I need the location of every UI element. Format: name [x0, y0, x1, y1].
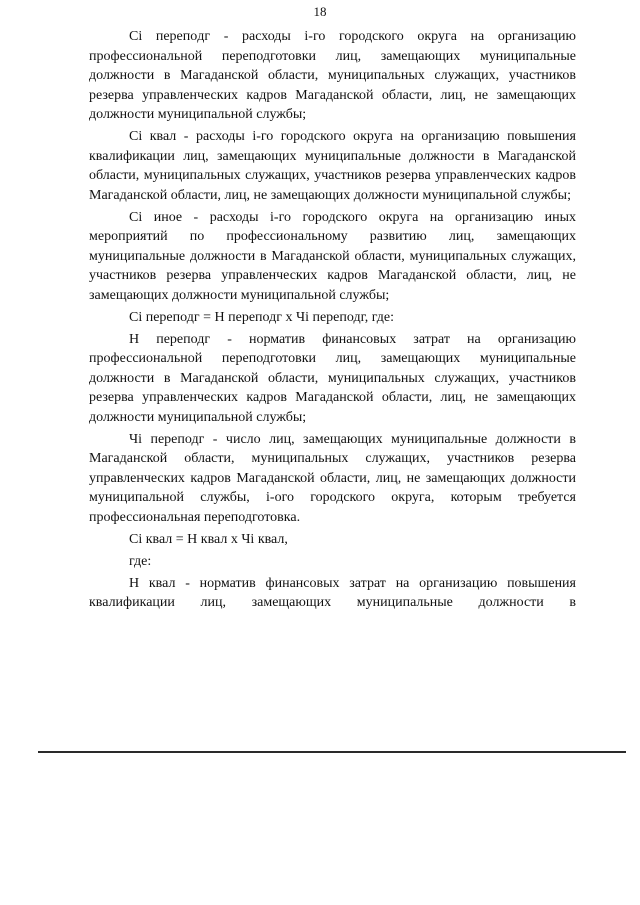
paragraph-ci-kval-definition: Ci квал - расходы i-го городского округа на организацию повышения квалификации лиц, замещающих муниципальные должности в Магаданской области, муниципальных служащих, участников резерва управленческих кадров Магаданской области, лиц, не замещающих должности муниципальной службы; — [89, 129, 576, 203]
paragraph-n-kval-definition: Н квал - норматив финансовых затрат на организацию повышения квалификации лиц, замещающих муниципальные должности в — [89, 575, 576, 610]
formula-ci-perepodg: Ci переподг = Н переподг х Чi переподг, где: — [129, 309, 395, 325]
where-label: где: — [129, 553, 152, 569]
page-number: 18 — [313, 4, 327, 19]
paragraph-ci-inoe-definition: Ci иное - расходы i-го городского округа на организацию иных мероприятий по профессиональному развитию лиц, замещающих муниципальные должности в Магаданской области, муниципальных служащих, участников резерва управленческих кадров Магаданской области, лиц, не замещающих должности муниципальной службы; — [89, 209, 576, 303]
formula-ci-kval: Ci квал = Н квал х Чi квал, — [129, 531, 288, 547]
paragraph-chi-perepodg-definition: Чi переподг - число лиц, замещающих муниципальные должности в Магаданской области, муниципальных служащих, участников резерва управленческих кадров Магаданской области, лиц, не замещающих должности муниципальной службы, i-ого городского округа, которым требуется профессиональная переподготовка. — [89, 431, 576, 525]
paragraph-n-perepodg-definition: Н переподг - норматив финансовых затрат на организацию профессиональной переподготовки лиц, замещающих муниципальные должности в Магаданской области, муниципальных служащих, участников резерва управленческих кадров Магаданской области, лиц, не замещающих должности муниципальной службы; — [89, 331, 576, 425]
paragraph-ci-perepodg-definition: Ci перепoдг - расходы i-го городского округа на организацию профессиональной переподготовки лиц, замещающих муниципальные должности в Магаданской области, муниципальных служащих, участников резерва управленческих кадров Магаданской области, лиц, не замещающих должности муниципальной службы; — [89, 29, 576, 122]
page-bottom-rule — [38, 751, 626, 753]
document-body — [89, 27, 576, 615]
